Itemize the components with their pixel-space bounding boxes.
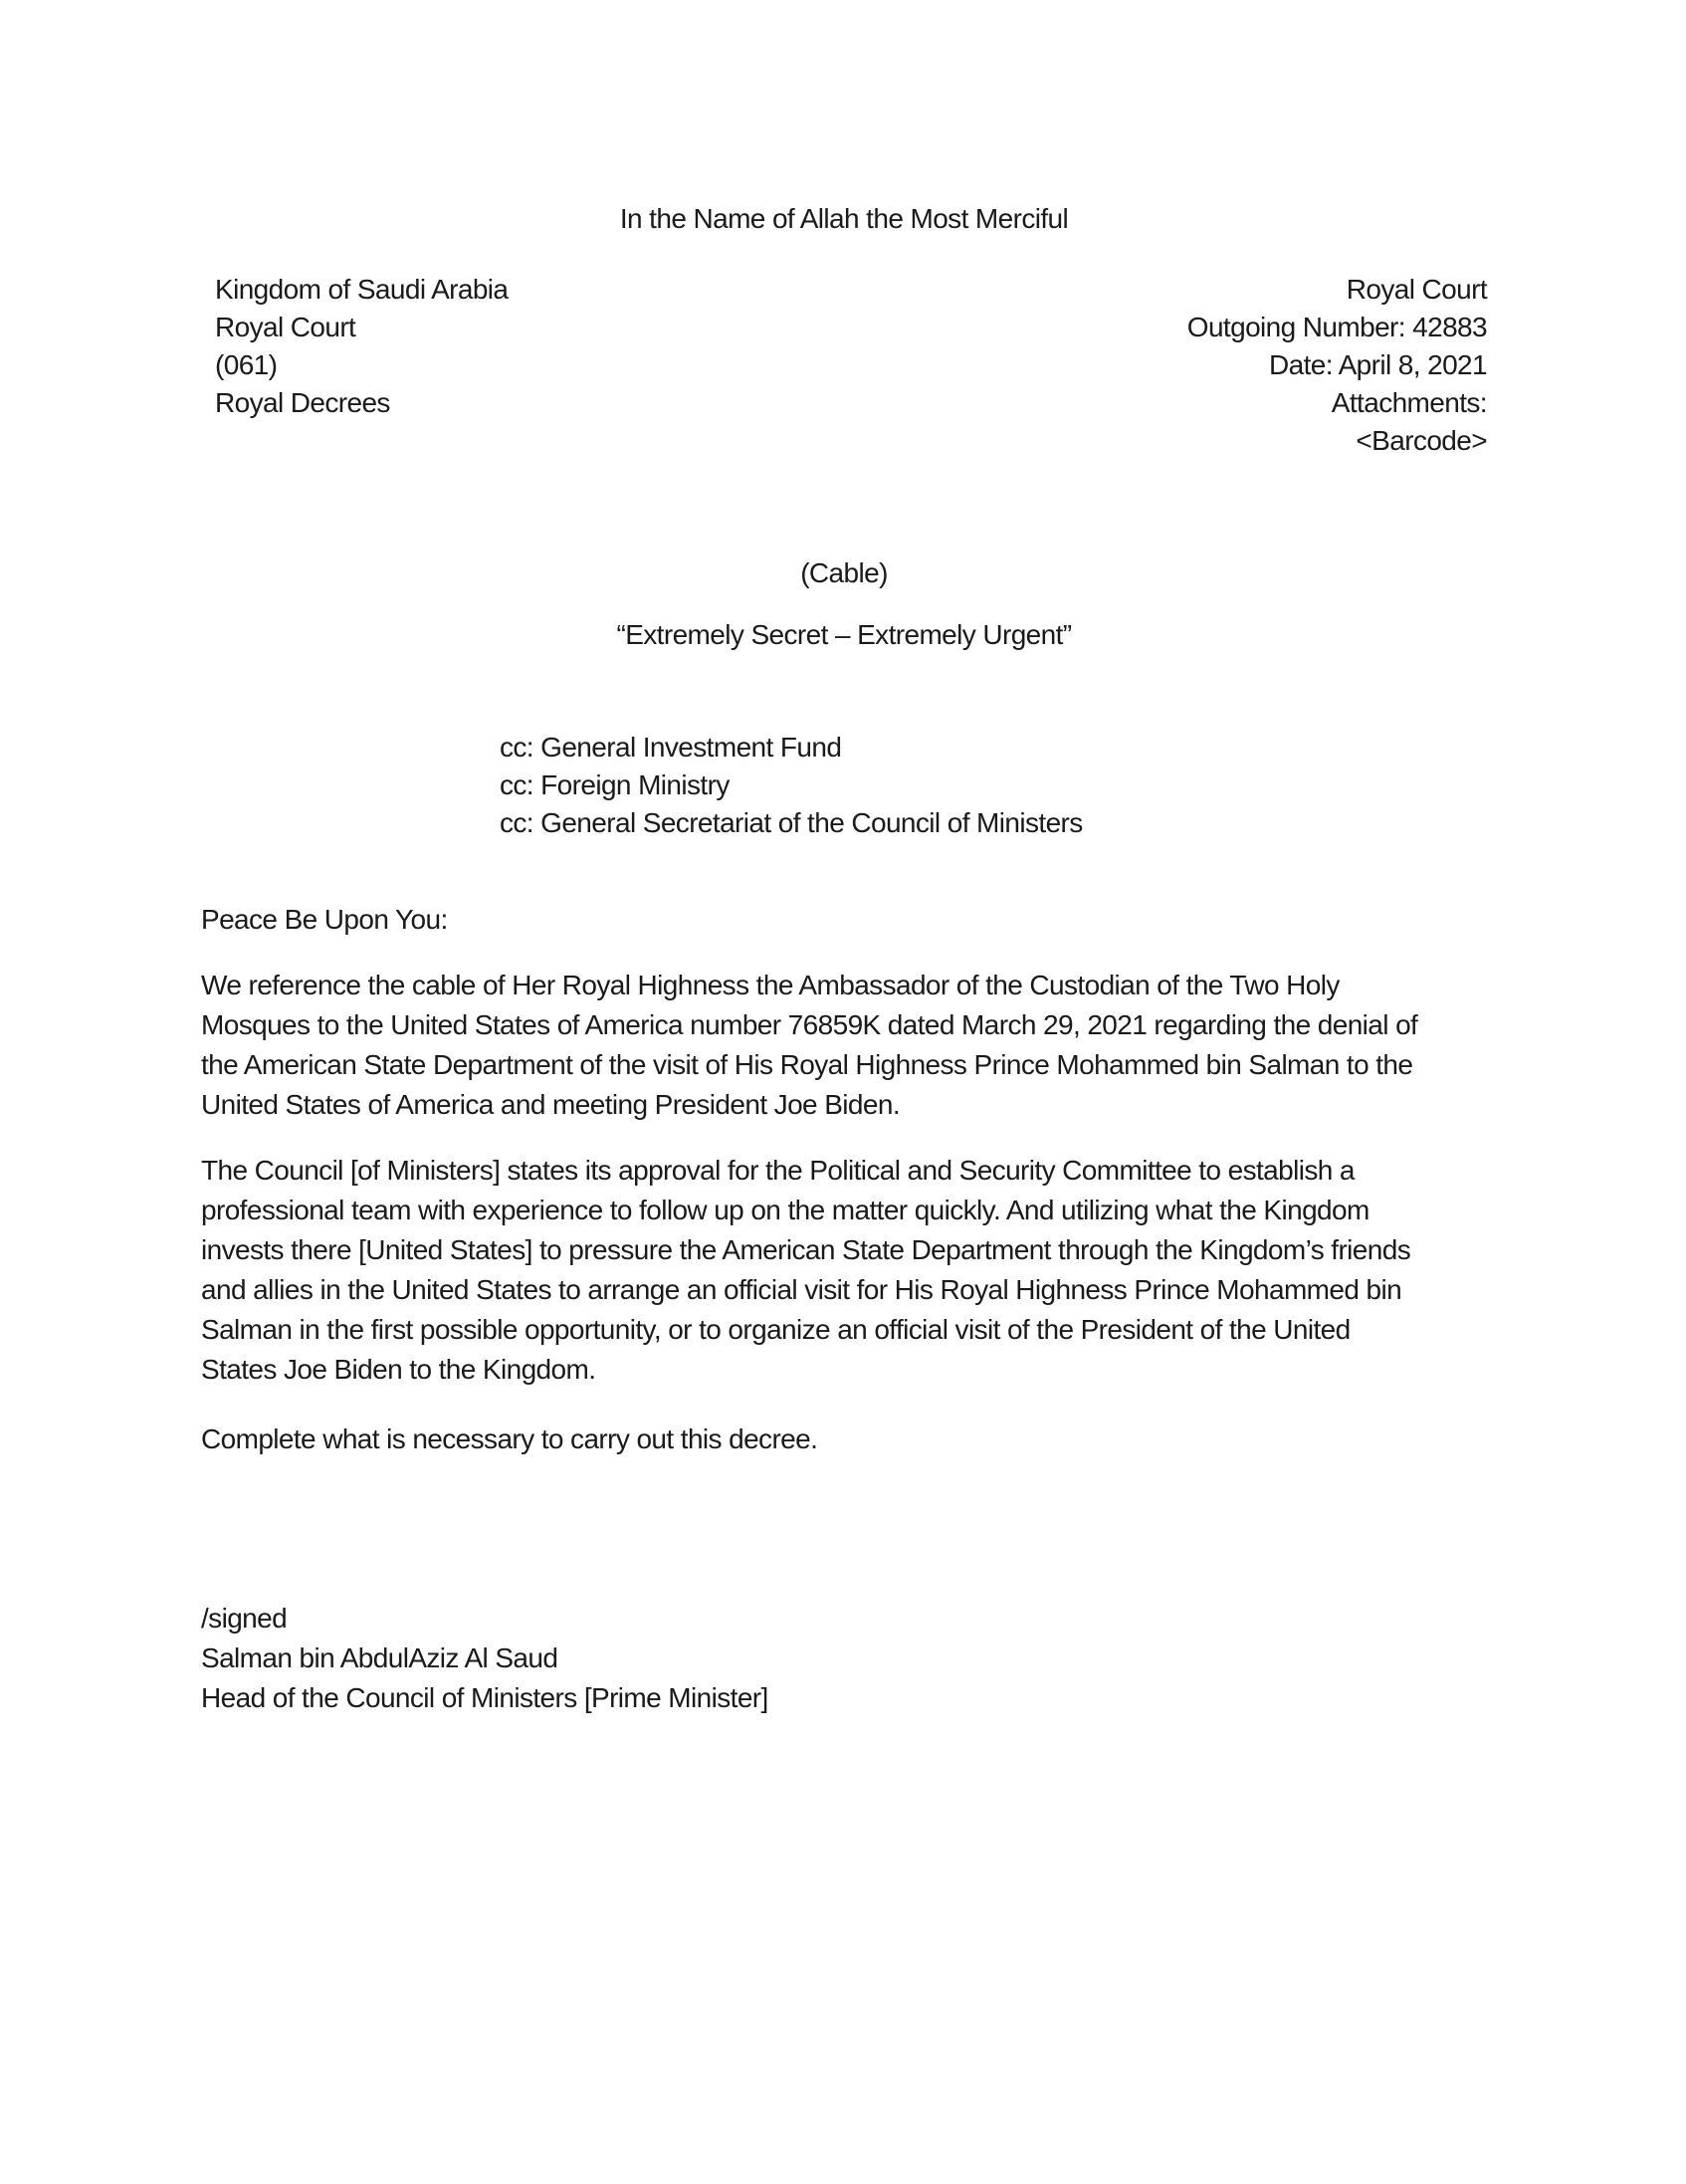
document-content	[201, 0, 1487, 1718]
text-line: Mosques to the United States of America number 76859K dated March 29, 2021 regarding the denial of	[201, 1009, 1418, 1040]
body-paragraph-2	[201, 1151, 1487, 1390]
text-line: the American State Department of the visit of His Royal Highness Prince Mohammed bin Salman to the	[201, 1049, 1413, 1080]
signature-block	[201, 1599, 1487, 1718]
text-line: /signed	[201, 1603, 288, 1634]
classification-line: “Extremely Secret – Extremely Urgent”	[616, 619, 1072, 650]
cable-label: (Cable)	[800, 557, 888, 588]
letterhead-reference-block	[1187, 271, 1487, 460]
cc-list	[500, 729, 1487, 842]
text-line: Salman in the first possible opportunity, or to organize an official visit of the President of the United	[201, 1314, 1351, 1345]
text-line: cc: General Secretariat of the Council of Ministers	[500, 807, 1083, 838]
text-line: United States of America and meeting President Joe Biden.	[201, 1089, 901, 1120]
bismillah-heading: In the Name of Allah the Most Merciful	[619, 203, 1069, 234]
text-line: Attachments:	[1331, 387, 1487, 418]
body-paragraph-1	[201, 966, 1487, 1125]
text-line: Royal Decrees	[215, 387, 390, 418]
text-line: <Barcode>	[1356, 425, 1487, 456]
letterhead-sender-block	[201, 271, 508, 460]
text-line: invests there [United States] to pressure the American State Department through the Kingdom’s friends	[201, 1234, 1411, 1265]
salutation: Peace Be Upon You:	[201, 904, 448, 935]
text-line: Outgoing Number: 42883	[1186, 312, 1487, 342]
text-line: Kingdom of Saudi Arabia	[215, 274, 509, 305]
text-line: States Joe Biden to the Kingdom.	[201, 1354, 596, 1385]
text-line: and allies in the United States to arrange an official visit for His Royal Highness Prince Mohammed bin	[201, 1274, 1402, 1305]
text-line: Date: April 8, 2021	[1269, 349, 1487, 380]
text-line: Royal Court	[215, 312, 356, 342]
text-line: Salman bin AbdulAziz Al Saud	[201, 1642, 558, 1673]
text-line: cc: General Investment Fund	[500, 732, 842, 763]
letterhead	[201, 271, 1487, 460]
text-line: We reference the cable of Her Royal Highness the Ambassador of the Custodian of the Two Holy	[201, 970, 1340, 1000]
text-line: Royal Court	[1346, 274, 1487, 305]
closing-line: Complete what is necessary to carry out this decree.	[201, 1423, 818, 1454]
text-line: The Council [of Ministers] states its approval for the Political and Security Committee to establish a	[201, 1155, 1355, 1186]
text-line: cc: Foreign Ministry	[500, 769, 730, 800]
text-line: Head of the Council of Ministers [Prime Minister]	[201, 1682, 768, 1713]
text-line: professional team with experience to follow up on the matter quickly. And utilizing what the Kingdom	[201, 1195, 1370, 1225]
text-line: (061)	[215, 349, 278, 380]
